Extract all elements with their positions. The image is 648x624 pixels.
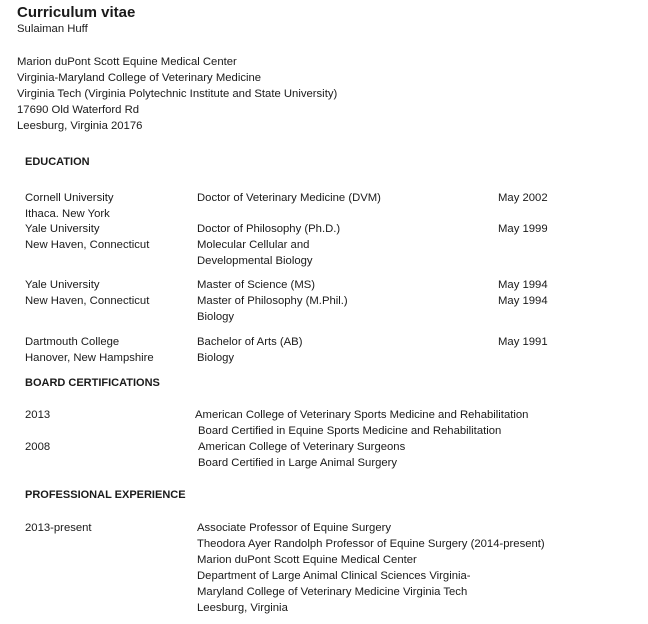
education-institution: Cornell University bbox=[25, 192, 114, 204]
education-institution: Dartmouth College bbox=[25, 336, 120, 348]
education-degree: Master of Philosophy (M.Phil.) bbox=[197, 295, 348, 307]
education-date: May 1999 bbox=[498, 223, 548, 235]
address-line: Marion duPont Scott Equine Medical Center bbox=[17, 56, 237, 68]
experience-line: Department of Large Animal Clinical Sciences Virginia- bbox=[197, 570, 471, 582]
education-date: May 1994 bbox=[498, 295, 548, 307]
education-degree: Biology bbox=[197, 311, 235, 323]
certification-line: Board Certified in Large Animal Surgery bbox=[198, 457, 398, 469]
education-institution: Yale University bbox=[25, 279, 100, 291]
certification-line: American College of Veterinary Surgeons bbox=[198, 441, 406, 453]
address-line: Virginia-Maryland College of Veterinary Medicine bbox=[17, 72, 262, 84]
address-line: Leesburg, Virginia 20176 bbox=[17, 120, 143, 132]
education-date: May 2002 bbox=[498, 192, 548, 204]
experience-line: Marion duPont Scott Equine Medical Center bbox=[197, 554, 417, 566]
certification-line: American College of Veterinary Sports Medicine and Rehabilitation bbox=[195, 409, 529, 421]
education-degree: Bachelor of Arts (AB) bbox=[197, 336, 303, 348]
education-degree: Biology bbox=[197, 352, 235, 364]
education-degree: Molecular Cellular and bbox=[197, 239, 310, 251]
document-title: Curriculum vitae bbox=[17, 4, 136, 21]
education-degree: Doctor of Veterinary Medicine (DVM) bbox=[197, 192, 381, 204]
certification-line: Board Certified in Equine Sports Medicine and Rehabilitation bbox=[198, 425, 502, 437]
education-location: New Haven, Connecticut bbox=[25, 295, 150, 307]
experience-line: Associate Professor of Equine Surgery bbox=[197, 522, 392, 534]
certification-year: 2013 bbox=[25, 409, 51, 421]
experience-line: Leesburg, Virginia bbox=[197, 602, 288, 614]
section-heading-education: EDUCATION bbox=[25, 156, 90, 168]
education-degree: Master of Science (MS) bbox=[197, 279, 316, 291]
experience-period: 2013-present bbox=[25, 522, 92, 534]
education-degree: Doctor of Philosophy (Ph.D.) bbox=[197, 223, 341, 235]
section-heading-professional-experience: PROFESSIONAL EXPERIENCE bbox=[25, 489, 186, 501]
address-line: Virginia Tech (Virginia Polytechnic Institute and State University) bbox=[17, 88, 338, 100]
education-degree: Developmental Biology bbox=[197, 255, 313, 267]
education-location: Ithaca. New York bbox=[25, 208, 110, 220]
author-name: Sulaiman Huff bbox=[17, 23, 88, 35]
section-heading-board-certifications: BOARD CERTIFICATIONS bbox=[25, 377, 160, 389]
experience-line: Theodora Ayer Randolph Professor of Equine Surgery (2014-present) bbox=[197, 538, 545, 550]
address-line: 17690 Old Waterford Rd bbox=[17, 104, 140, 116]
certification-year: 2008 bbox=[25, 441, 51, 453]
education-location: New Haven, Connecticut bbox=[25, 239, 150, 251]
education-date: May 1994 bbox=[498, 279, 548, 291]
education-date: May 1991 bbox=[498, 336, 548, 348]
education-location: Hanover, New Hampshire bbox=[25, 352, 154, 364]
education-institution: Yale University bbox=[25, 223, 100, 235]
experience-line: Maryland College of Veterinary Medicine Virginia Tech bbox=[197, 586, 468, 598]
